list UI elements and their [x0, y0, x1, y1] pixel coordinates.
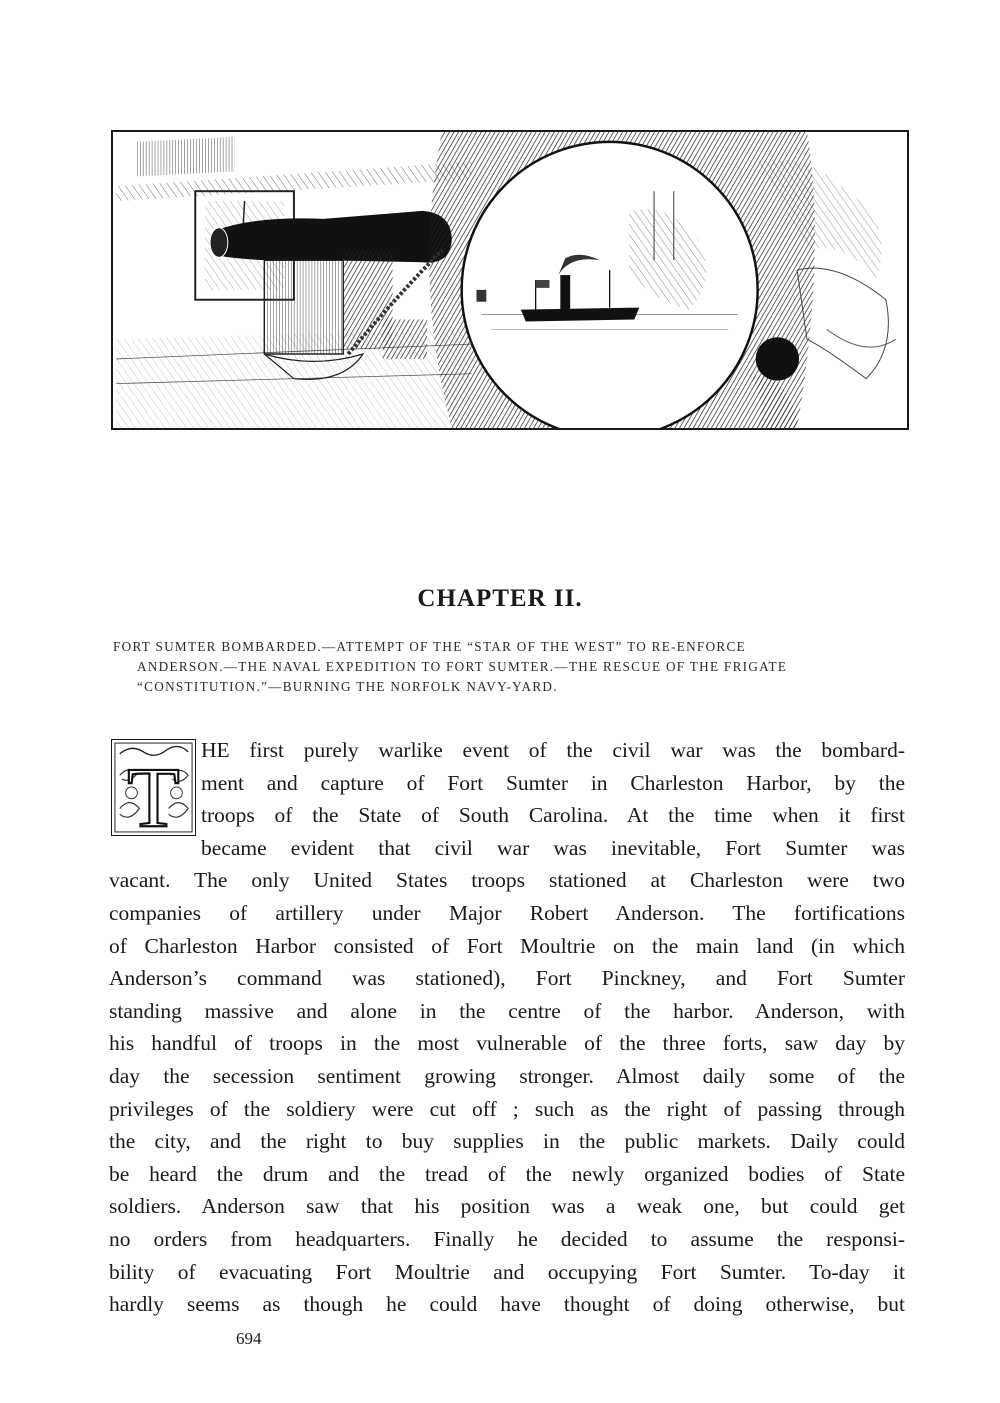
body-line: be heard the drum and the tread of the newly organized bodies of State	[109, 1161, 905, 1186]
body-line: became evident that civil war was inevitable, Fort Sumter was	[201, 835, 905, 860]
body-line: troops of the State of South Carolina. At the time when it first	[201, 803, 905, 828]
body-line: vacant. The only United States troops stationed at Charleston were two	[109, 868, 905, 893]
synopsis-line: “CONSTITUTION.”—BURNING THE NORFOLK NAVY-YARD.	[137, 679, 558, 694]
synopsis-line: ANDERSON.—THE NAVAL EXPEDITION TO FORT SUMTER.—THE RESCUE OF THE FRIGATE	[137, 659, 788, 674]
body-line: hardly seems as though he could have thought of doing otherwise, but	[109, 1292, 905, 1317]
body-line: ment and capture of Fort Sumter in Charleston Harbor, by the	[201, 770, 905, 795]
header-engraving	[111, 130, 909, 430]
synopsis-line: FORT SUMTER BOMBARDED.—ATTEMPT OF THE “STAR OF THE WEST” TO RE-ENFORCE	[113, 639, 746, 654]
body-line: soldiers. Anderson saw that his position was a weak one, but could get	[109, 1194, 905, 1219]
body-line: privileges of the soldiery were cut off ; such as the right of passing through	[109, 1096, 905, 1121]
chapter-title: CHAPTER II.	[417, 584, 583, 612]
ship-vignette	[462, 142, 758, 428]
body-line: no orders from headquarters. Finally he decided to assume the responsi-	[109, 1226, 905, 1251]
body-line: of Charleston Harbor consisted of Fort Moultrie on the main land (in which	[109, 933, 905, 958]
page-number: 694	[236, 1329, 262, 1348]
body-line: his handful of troops in the most vulnerable of the three forts, saw day by	[109, 1031, 905, 1056]
body-line: bility of evacuating Fort Moultrie and occupying Fort Sumter. To-day it	[109, 1259, 905, 1284]
body-text	[109, 734, 905, 1321]
body-line: the city, and the right to buy supplies in the public markets. Daily could	[109, 1129, 905, 1154]
body-line: companies of artillery under Major Robert Anderson. The fortifications	[109, 900, 905, 925]
engraving-artwork	[113, 132, 907, 428]
body-line: HE first purely warlike event of the civil war was the bombard-	[201, 738, 905, 762]
chapter-synopsis	[113, 637, 903, 697]
body-line: Anderson’s command was stationed), Fort Pinckney, and Fort Sumter	[109, 966, 905, 991]
body-line: day the secession sentiment growing stronger. Almost daily some of the	[109, 1063, 905, 1088]
drop-cap-letter: T	[127, 749, 180, 835]
body-line: standing massive and alone in the centre of the harbor. Anderson, with	[109, 998, 905, 1023]
